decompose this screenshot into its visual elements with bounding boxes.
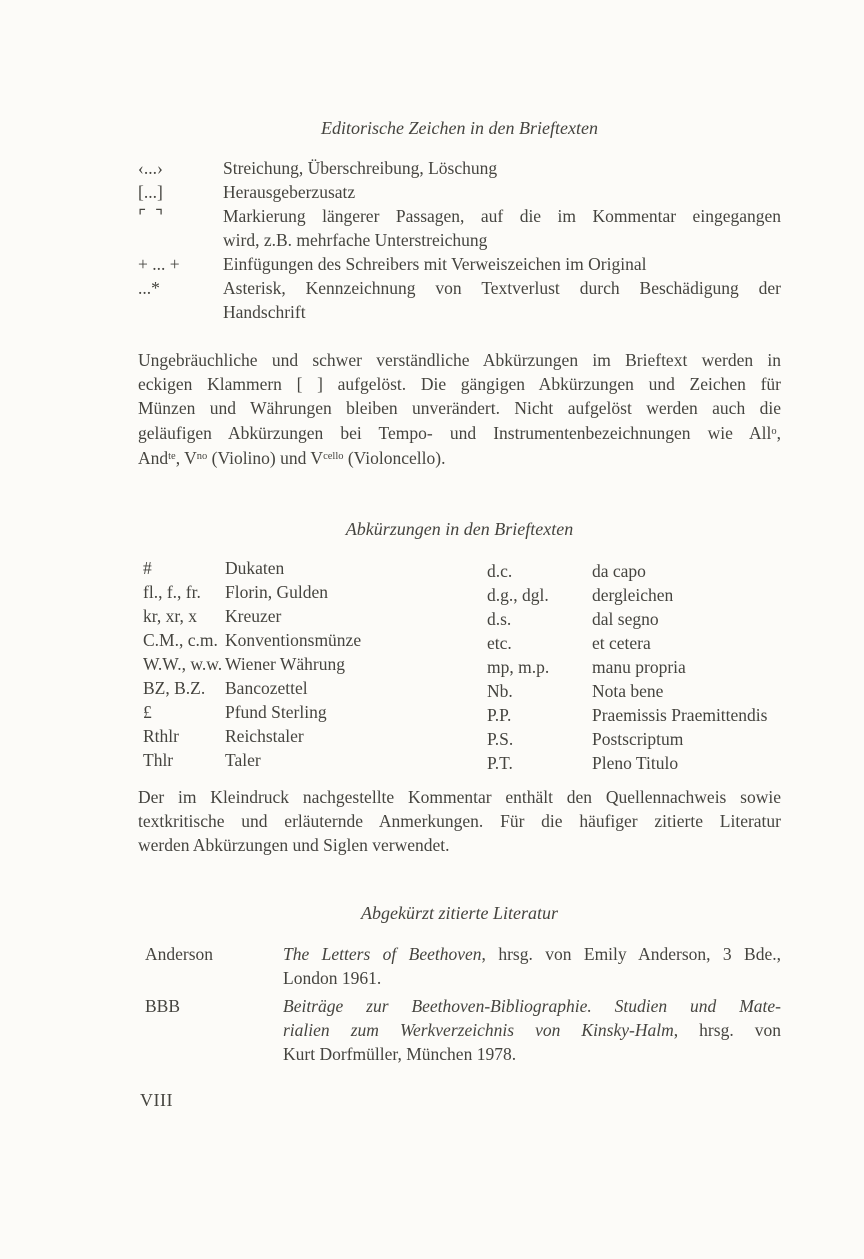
abbreviation-meaning: manu propria [592,657,686,677]
abbreviation-meaning: Kreuzer [225,606,282,626]
literature-reference: Beiträge zur Beethoven-Bibliographie. Studien und Mate- rialien zum Werkverzeichnis von Kinsky-Halm, hrsg. von Kurt Dorfmüller, München 1978. [283,996,782,1064]
section-heading-editorial-signs: Editorische Zeichen in den Brieftexten [321,118,598,138]
abbreviation: # [143,558,152,578]
abbreviation-row [138,748,482,772]
paragraph-commentary-note: Der im Kleindruck nachgestellte Kommentar enthält den Quellennachweis sowie textkritische und erläuternde Anmerkungen. Für die häufiger zitierte Literatur werden Abkürzungen und Siglen verwendet. [138,787,781,855]
abbreviation: fl., f., fr. [143,582,201,602]
abbreviation: Thlr [143,750,174,770]
abbreviation-meaning: Wiener Währung [225,654,345,674]
symbol-list-item [138,276,781,324]
symbol-description: Herausgeberzusatz [223,182,356,202]
abbreviation-row [138,628,482,652]
abbreviation-meaning: dergleichen [592,585,674,605]
abbreviation-column-left [138,556,482,772]
abbreviation-row [138,700,482,724]
symbol-list-item [138,180,781,204]
abbreviation-row [482,559,781,583]
abbreviation-row [482,727,781,751]
abbreviation-row [482,631,781,655]
literature-entry [138,942,781,990]
abbreviation-meaning: Pfund Sterling [225,702,327,722]
abbreviation: kr, xr, x [143,606,198,626]
abbreviation: Nb. [487,681,513,701]
abbreviation-meaning: Dukaten [225,558,285,578]
abbreviation: C.M., c.m. [143,630,218,650]
abbreviation: P.P. [487,705,512,725]
abbreviation-column-right [482,559,781,775]
literature-reference: The Letters of Beethoven, hrsg. von Emily Anderson, 3 Bde., London 1961. [283,944,781,988]
editorial-symbol: ⌜ ⌝ [138,206,164,226]
literature-sigle: BBB [145,996,181,1016]
editorial-symbol: [...] [138,182,163,202]
abbreviation: d.s. [487,609,512,629]
abbreviation-row [482,703,781,727]
editorial-symbol-list [138,156,781,324]
editorial-symbol: + ... + [138,254,180,274]
abbreviation-meaning: et cetera [592,633,651,653]
symbol-list-item [138,204,781,252]
abbreviation-row [482,751,781,775]
abbreviation: £ [143,702,152,722]
editorial-symbol: ‹...› [138,158,163,178]
abbreviation: W.W., w.w. [143,654,223,674]
abbreviation: BZ, B.Z. [143,678,206,698]
abbreviation-meaning: Taler [225,750,261,770]
editorial-symbol: ...* [138,278,160,298]
abbreviation-table [138,556,781,772]
abbreviation-row [138,724,482,748]
literature-entry [138,994,781,1066]
abbreviation: Rthlr [143,726,179,746]
abbreviation-meaning: dal segno [592,609,659,629]
abbreviation-row [482,607,781,631]
abbreviation-row [138,556,482,580]
abbreviation-row [138,676,482,700]
abbreviation-meaning: Praemissis Praemittendis [592,705,768,725]
symbol-description: Asterisk, Kennzeichnung von Textverlust durch Beschädigung der Handschrift [223,278,781,322]
abbreviation-meaning: Postscriptum [592,729,684,749]
abbreviation-row [482,583,781,607]
abbreviation-row [482,679,781,703]
symbol-description: Markierung längerer Passagen, auf die im Kommentar eingegangen wird, z.B. mehrfache Unterstreichung [223,206,781,250]
literature-list [138,942,781,1066]
abbreviation-meaning: Reichstaler [225,726,304,746]
abbreviation: P.T. [487,753,513,773]
abbreviation-meaning: da capo [592,561,646,581]
abbreviation-meaning: Pleno Titulo [592,753,679,773]
abbreviation-meaning: Bancozettel [225,678,308,698]
symbol-list-item [138,252,781,276]
abbreviation-row [482,655,781,679]
section-heading-literature: Abgekürzt zitierte Literatur [361,903,558,923]
abbreviation: d.g., dgl. [487,585,549,605]
literature-sigle: Anderson [145,944,214,964]
abbreviation-meaning: Florin, Gulden [225,582,329,602]
section-heading-abbreviations: Abkürzungen in den Brieftexten [345,519,574,539]
abbreviation-row [138,652,482,676]
abbreviation: d.c. [487,561,513,581]
abbreviation-meaning: Nota bene [592,681,664,701]
symbol-description: Einfügungen des Schreibers mit Verweiszeichen im Original [223,254,647,274]
symbol-description: Streichung, Überschreibung, Löschung [223,158,498,178]
page-number: VIII [140,1090,173,1110]
abbreviation: P.S. [487,729,514,749]
paragraph-abbreviation-policy: Ungebräuchliche und schwer verständliche Abkürzungen im Brieftext werden in eckigen Klammern [ ] aufgelöst. Die gängigen Abkürzungen und Zeichen für Münzen und Währungen bleiben unverändert. Nicht aufgelöst werden auch die geläufigen Abkürzungen bei Tempo- und Instrumentenbezeichnungen wie All$^o$, And$^{te}$, $V^{no}$ (Violino) und $V^{cello}$ (Violoncello). [138,350,781,468]
symbol-list-item [138,156,781,180]
abbreviation: mp, m.p. [487,657,550,677]
abbreviation-meaning: Konventionsmünze [225,630,362,650]
abbreviation-row [138,604,482,628]
abbreviation-row [138,580,482,604]
abbreviation: etc. [487,633,512,653]
